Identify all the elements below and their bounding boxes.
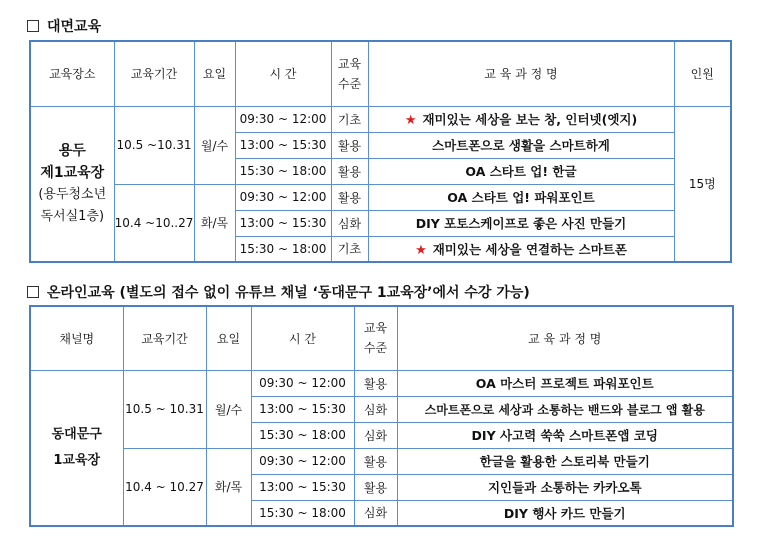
period-cell: 10.4 ~ 10.27 bbox=[123, 448, 206, 526]
table-header-row bbox=[30, 306, 733, 370]
course-cell: ★ 재미있는 세상을 보는 창, 인터넷(엣지) bbox=[368, 106, 674, 132]
level-cell: 활용 bbox=[331, 132, 368, 158]
course-cell: 스마트폰으로 생활을 스마트하게 bbox=[368, 132, 674, 158]
section1-title bbox=[27, 16, 101, 36]
table-row bbox=[30, 184, 731, 210]
time-cell: 09:30 ~ 12:00 bbox=[251, 448, 354, 474]
header-level: 교육 수준 bbox=[331, 41, 368, 106]
day-cell: 월/수 bbox=[206, 370, 251, 448]
course-cell: DIY 행사 카드 만들기 bbox=[397, 500, 733, 526]
level-cell: 활용 bbox=[354, 370, 397, 396]
online-schedule-table bbox=[29, 305, 734, 527]
star-icon: ★ bbox=[404, 113, 417, 128]
checkbox-square-icon bbox=[27, 286, 39, 298]
course-cell: DIY 포토스케이프로 좋은 사진 만들기 bbox=[368, 210, 674, 236]
course-cell: ★ 재미있는 세상을 연결하는 스마트폰 bbox=[368, 236, 674, 262]
level-cell: 기초 bbox=[331, 236, 368, 262]
header-channel: 채널명 bbox=[30, 306, 123, 370]
table-row bbox=[30, 106, 731, 132]
header-period: 교육기간 bbox=[123, 306, 206, 370]
table-row bbox=[30, 370, 733, 396]
time-cell: 13:00 ~ 15:30 bbox=[235, 132, 331, 158]
day-cell: 화/목 bbox=[194, 184, 235, 262]
time-cell: 09:30 ~ 12:00 bbox=[235, 184, 331, 210]
period-cell: 10.5 ~ 10.31 bbox=[123, 370, 206, 448]
level-cell: 심화 bbox=[331, 210, 368, 236]
offline-schedule-table bbox=[29, 40, 732, 263]
star-icon: ★ bbox=[415, 242, 427, 258]
course-cell: OA 스타트 업! 한글 bbox=[368, 158, 674, 184]
header-place: 교육장소 bbox=[30, 41, 114, 106]
level-cell: 활용 bbox=[331, 184, 368, 210]
header-level: 교육 수준 bbox=[354, 306, 397, 370]
course-cell: 스마트폰으로 세상과 소통하는 밴드와 블로그 앱 활용 bbox=[397, 396, 733, 422]
period-cell: 10.5 ~10.31 bbox=[114, 106, 194, 184]
level-cell: 심화 bbox=[354, 500, 397, 526]
course-cell: OA 스타트 업! 파워포인트 bbox=[368, 184, 674, 210]
course-cell: 한글을 활용한 스토리북 만들기 bbox=[397, 448, 733, 474]
level-cell: 활용 bbox=[354, 448, 397, 474]
time-cell: 15:30 ~ 18:00 bbox=[235, 158, 331, 184]
level-cell: 심화 bbox=[354, 396, 397, 422]
time-cell: 13:00 ~ 15:30 bbox=[235, 210, 331, 236]
course-cell: DIY 사고력 쑥쑥 스마트폰앱 코딩 bbox=[397, 422, 733, 448]
day-cell: 화/목 bbox=[206, 448, 251, 526]
header-time: 시 간 bbox=[251, 306, 354, 370]
table-row bbox=[30, 448, 733, 474]
period-cell: 10.4 ~10..27 bbox=[114, 184, 194, 262]
section2-title-text: 온라인교육 (별도의 접수 없이 유튜브 채널 ‘동대문구 1교육장’에서 수강 가능) bbox=[47, 285, 530, 301]
section2-title bbox=[27, 282, 530, 302]
time-cell: 09:30 ~ 12:00 bbox=[235, 106, 331, 132]
channel-cell: 동대문구 1교육장 bbox=[30, 370, 123, 526]
time-cell: 15:30 ~ 18:00 bbox=[251, 500, 354, 526]
capacity-cell: 15명 bbox=[674, 106, 731, 262]
time-cell: 15:30 ~ 18:00 bbox=[251, 422, 354, 448]
header-day: 요일 bbox=[194, 41, 235, 106]
time-cell: 09:30 ~ 12:00 bbox=[251, 370, 354, 396]
time-cell: 13:00 ~ 15:30 bbox=[251, 474, 354, 500]
table-header-row bbox=[30, 41, 731, 106]
checkbox-square-icon bbox=[27, 20, 39, 32]
course-cell: OA 마스터 프로젝트 파워포인트 bbox=[397, 370, 733, 396]
header-course: 교 육 과 정 명 bbox=[397, 306, 733, 370]
header-period: 교육기간 bbox=[114, 41, 194, 106]
level-cell: 심화 bbox=[354, 422, 397, 448]
header-day: 요일 bbox=[206, 306, 251, 370]
time-cell: 15:30 ~ 18:00 bbox=[235, 236, 331, 262]
time-cell: 13:00 ~ 15:30 bbox=[251, 396, 354, 422]
header-course: 교 육 과 정 명 bbox=[368, 41, 674, 106]
header-capacity: 인원 bbox=[674, 41, 731, 106]
level-cell: 활용 bbox=[354, 474, 397, 500]
level-cell: 기초 bbox=[331, 106, 368, 132]
location-cell: 용두 제1교육장 (용두청소년 독서실1층) bbox=[30, 106, 114, 262]
course-cell: 지인들과 소통하는 카카오톡 bbox=[397, 474, 733, 500]
day-cell: 월/수 bbox=[194, 106, 235, 184]
section1-title-text: 대면교육 bbox=[47, 19, 102, 35]
header-time: 시 간 bbox=[235, 41, 331, 106]
level-cell: 활용 bbox=[331, 158, 368, 184]
